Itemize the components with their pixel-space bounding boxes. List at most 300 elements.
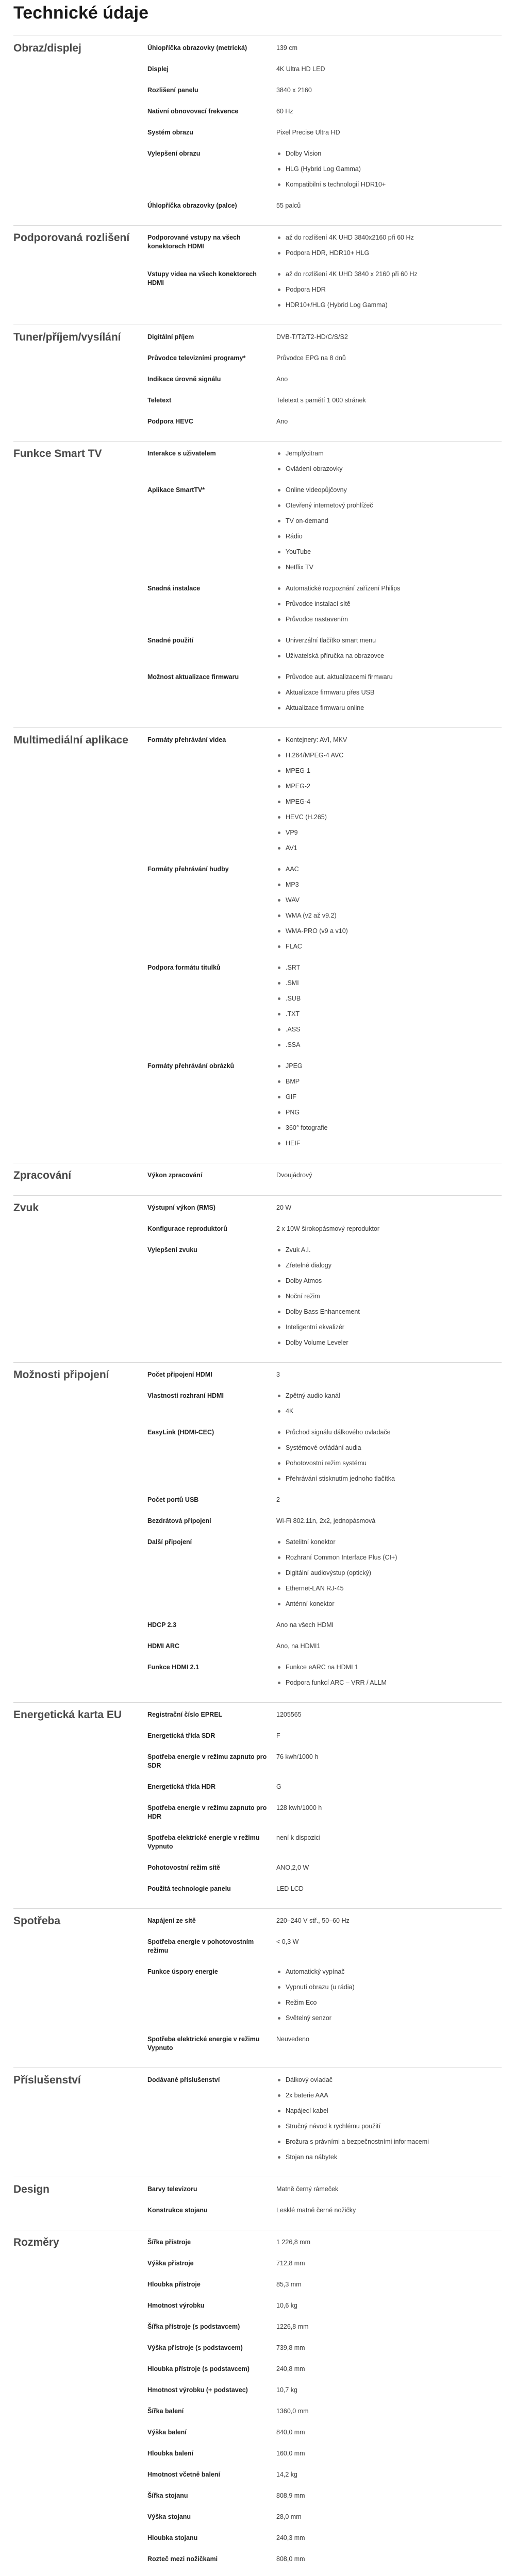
spec-value-list	[276, 1246, 502, 1347]
spec-value	[276, 1171, 502, 1180]
spec-list-item-text: HDR10+/HLG (Hybrid Log Gamma)	[286, 301, 388, 309]
spec-value	[276, 449, 502, 473]
spec-row	[147, 2485, 502, 2506]
spec-list-item-text: HLG (Hybrid Log Gamma)	[286, 165, 361, 173]
spec-value-text: 808,0 mm	[276, 2555, 305, 2563]
spec-table	[147, 729, 502, 1154]
spec-row	[147, 58, 502, 79]
spec-value	[276, 2555, 502, 2564]
bullet-icon	[278, 468, 280, 470]
spec-value	[276, 673, 502, 713]
spec-list-item	[276, 285, 502, 301]
spec-list-item-text: Rádio	[286, 533, 303, 540]
spec-value-text: 712,8 mm	[276, 2260, 305, 2267]
spec-row	[147, 1857, 502, 1878]
spec-label: Napájení ze sítě	[147, 1917, 196, 1924]
spec-value	[276, 2407, 502, 2416]
spec-row	[147, 2316, 502, 2337]
section-title: Rozměry	[13, 2236, 59, 2248]
spec-list-item	[276, 1459, 502, 1475]
spec-value-text: 840,0 mm	[276, 2429, 305, 2436]
spec-list-item	[276, 688, 502, 704]
spec-row	[147, 1827, 502, 1857]
spec-label: Výška přístroje (s podstavcem)	[147, 2344, 243, 2351]
spec-label: Výstupní výkon (RMS)	[147, 1204, 215, 1211]
spec-label: Výkon zpracování	[147, 1172, 203, 1179]
spec-list-item	[276, 563, 502, 572]
spec-row	[147, 1656, 502, 1693]
spec-table	[147, 1910, 502, 2058]
spec-value-text: Průvodce EPG na 8 dnů	[276, 354, 346, 362]
spec-value-list	[276, 233, 502, 258]
bullet-icon	[278, 2002, 280, 2004]
bullet-icon	[278, 304, 280, 307]
spec-row	[147, 143, 502, 195]
spec-label: Hmotnost včetně balení	[147, 2471, 220, 2478]
spec-list-item-text: WMA-PRO (v9 a v10)	[286, 927, 348, 935]
spec-list-item-text: Systémové ovládání audia	[286, 1444, 361, 1451]
spec-list-item-text: AAC	[286, 866, 299, 873]
spec-value	[276, 1392, 502, 1416]
spec-table	[147, 443, 502, 718]
spec-list-item-text: Anténní konektor	[286, 1600, 335, 1607]
spec-label: Hloubka přístroje	[147, 2281, 201, 2288]
spec-value	[276, 44, 502, 53]
bullet-icon	[278, 1462, 280, 1465]
spec-list-item-text: MP3	[286, 881, 299, 888]
spec-list-item	[276, 652, 502, 660]
spec-section	[13, 1362, 502, 1702]
spec-value-text: 240,3 mm	[276, 2534, 305, 2541]
bullet-icon	[278, 785, 280, 788]
spec-row	[147, 2028, 502, 2058]
spec-table	[147, 2069, 502, 2167]
spec-value	[276, 2238, 502, 2247]
spec-table	[147, 1197, 502, 1353]
spec-value-list	[276, 149, 502, 189]
spec-list-item	[276, 994, 502, 1010]
spec-label: Energetická třída HDR	[147, 1783, 215, 1790]
bullet-icon	[278, 2079, 280, 2081]
spec-value-list	[276, 865, 502, 951]
spec-list-item	[276, 2091, 502, 2107]
spec-row	[147, 1239, 502, 1353]
spec-value-text: 76 kwh/1000 h	[276, 1753, 319, 1760]
spec-value	[276, 375, 502, 384]
spec-value	[276, 333, 502, 342]
spec-row	[147, 263, 502, 315]
spec-list-item	[276, 1277, 502, 1292]
spec-list-item	[276, 1475, 502, 1483]
spec-list-item	[276, 1292, 502, 1308]
spec-value-list	[276, 2076, 502, 2162]
spec-value	[276, 1370, 502, 1379]
bullet-icon	[278, 273, 280, 276]
spec-value-text: Teletext s pamětí 1 000 stránek	[276, 397, 366, 404]
spec-value-text: 3	[276, 1371, 280, 1378]
spec-row	[147, 1797, 502, 1827]
spec-row	[147, 326, 502, 347]
section-title: Multimediální aplikace	[13, 734, 128, 746]
spec-list-item-text: Aktualizace firmwaru online	[286, 704, 364, 711]
spec-row	[147, 2443, 502, 2464]
spec-list-item	[276, 1108, 502, 1124]
spec-row	[147, 227, 502, 263]
spec-list-item	[276, 1010, 502, 1025]
bullet-icon	[278, 2017, 280, 2020]
spec-list-item	[276, 963, 502, 979]
spec-value-text: 10,6 kg	[276, 2302, 298, 2309]
spec-list-item	[276, 548, 502, 563]
spec-row	[147, 666, 502, 718]
spec-value-text: F	[276, 1732, 280, 1739]
spec-list-item-text: .SUB	[286, 995, 301, 1002]
spec-value	[276, 2344, 502, 2352]
spec-table	[147, 227, 502, 315]
spec-value	[276, 2449, 502, 2458]
spec-list-item-text: Podpora HDR	[286, 286, 326, 293]
spec-list-item	[276, 1538, 502, 1553]
spec-list-item	[276, 828, 502, 844]
spec-list-item	[276, 1663, 502, 1679]
spec-list-item	[276, 486, 502, 501]
spec-value	[276, 963, 502, 1049]
spec-value-text: Matně černý rámeček	[276, 2185, 339, 2193]
spec-row	[147, 122, 502, 143]
bullet-icon	[278, 739, 280, 741]
spec-list-item-text: Režim Eco	[286, 1999, 317, 2006]
spec-list-item	[276, 2107, 502, 2122]
spec-row	[147, 1531, 502, 1614]
section-title: Podporovaná rozlišení	[13, 232, 130, 244]
spec-sections	[13, 36, 502, 2576]
spec-label: Barvy televizoru	[147, 2185, 197, 2193]
spec-value	[276, 1938, 502, 1955]
spec-table	[147, 2231, 502, 2576]
spec-label: Spotřeba elektrické energie v režimu Vypnuto	[147, 2036, 260, 2052]
spec-label: Šířka balení	[147, 2408, 184, 2415]
spec-list-item	[276, 149, 502, 165]
spec-value-text: Lesklé matně černé nožičky	[276, 2207, 356, 2214]
spec-row	[147, 2506, 502, 2527]
spec-value	[276, 1710, 502, 1719]
spec-row	[147, 2295, 502, 2316]
bullet-icon	[278, 868, 280, 871]
spec-value-text: 1 226,8 mm	[276, 2239, 311, 2246]
spec-list-item	[276, 1444, 502, 1459]
bullet-icon	[278, 1666, 280, 1669]
spec-list-item-text: YouTube	[286, 548, 311, 555]
spec-value	[276, 1642, 502, 1651]
spec-row	[147, 578, 502, 630]
bullet-icon	[278, 1986, 280, 1989]
bullet-icon	[278, 1556, 280, 1559]
bullet-icon	[278, 1028, 280, 1031]
spec-list-item	[276, 942, 502, 951]
spec-list-item-text: PNG	[286, 1109, 300, 1116]
spec-list-item-text: Průvodce instalací sítě	[286, 600, 351, 607]
spec-label: Spotřeba energie v režimu zapnuto pro SDR	[147, 1753, 267, 1769]
bullet-icon	[278, 1572, 280, 1574]
spec-value	[276, 1246, 502, 1347]
spec-value-text: Pixel Precise Ultra HD	[276, 129, 340, 136]
spec-list-item	[276, 798, 502, 813]
spec-list-item	[276, 896, 502, 911]
bullet-icon	[278, 1395, 280, 1397]
bullet-icon	[278, 847, 280, 850]
spec-list-item	[276, 1428, 502, 1444]
spec-list-item	[276, 532, 502, 548]
spec-list-item	[276, 1041, 502, 1049]
spec-value-list	[276, 584, 502, 624]
bullet-icon	[278, 1080, 280, 1083]
spec-label: Vylepšení zvuku	[147, 1246, 197, 1253]
spec-value-text: 1205565	[276, 1711, 302, 1718]
bullet-icon	[278, 587, 280, 590]
spec-list-item	[276, 180, 502, 189]
bullet-icon	[278, 566, 280, 569]
spec-value-text: 85,3 mm	[276, 2281, 302, 2288]
spec-row	[147, 2069, 502, 2167]
spec-list-item-text: Pohotovostní režim systému	[286, 1460, 367, 1467]
spec-value-list	[276, 486, 502, 572]
spec-row	[147, 2358, 502, 2379]
spec-label: Hloubka balení	[147, 2450, 193, 2457]
bullet-icon	[278, 930, 280, 933]
spec-value-text: 60 Hz	[276, 108, 293, 115]
spec-label: Snadné použití	[147, 637, 193, 644]
spec-list-item-text: AV1	[286, 844, 297, 852]
spec-list-item	[276, 736, 502, 751]
spec-list-item	[276, 501, 502, 517]
spec-list-item-text: .TXT	[286, 1010, 300, 1018]
spec-value	[276, 1732, 502, 1740]
spec-value	[276, 354, 502, 363]
bullet-icon	[278, 982, 280, 985]
bullet-icon	[278, 801, 280, 803]
spec-label: Šířka přístroje (s podstavcem)	[147, 2323, 240, 2330]
spec-value	[276, 149, 502, 189]
spec-value	[276, 2301, 502, 2310]
spec-row	[147, 858, 502, 957]
bullet-icon	[278, 1682, 280, 1684]
spec-value	[276, 2365, 502, 2374]
spec-value	[276, 201, 502, 210]
spec-list-item-text: 4K	[286, 1408, 294, 1415]
spec-row	[147, 1164, 502, 1185]
bullet-icon	[278, 1478, 280, 1480]
bullet-icon	[278, 1013, 280, 1015]
spec-list-item	[276, 2014, 502, 2023]
spec-list-item	[276, 233, 502, 249]
spec-row	[147, 957, 502, 1055]
bullet-icon	[278, 639, 280, 642]
spec-label: Šířka stojanu	[147, 2492, 188, 2499]
spec-row	[147, 1725, 502, 1746]
spec-row	[147, 630, 502, 666]
spec-row	[147, 2527, 502, 2548]
spec-label: Formáty přehrávání hudby	[147, 866, 229, 873]
spec-list-item-text: Rozhraní Common Interface Plus (CI+)	[286, 1554, 397, 1561]
spec-list-item-text: Stručný návod k rychlému použití	[286, 2123, 381, 2130]
spec-row	[147, 1776, 502, 1797]
spec-label: HDMI ARC	[147, 1642, 180, 1650]
bullet-icon	[278, 707, 280, 709]
spec-row	[147, 2274, 502, 2295]
spec-value-text: 808,9 mm	[276, 2492, 305, 2499]
spec-value	[276, 1621, 502, 1630]
spec-value-text: 28,0 mm	[276, 2513, 302, 2520]
spec-label: Počet připojení HDMI	[147, 1371, 212, 1378]
spec-list-item	[276, 979, 502, 994]
spec-row	[147, 1910, 502, 1931]
spec-list-item-text: Podpora HDR, HDR10+ HLG	[286, 249, 370, 257]
spec-list-item-text: Světelný senzor	[286, 2014, 331, 2022]
spec-value	[276, 86, 502, 95]
spec-list-item	[276, 911, 502, 927]
spec-value-list	[276, 1968, 502, 2023]
spec-row	[147, 2400, 502, 2421]
section-title: Zvuk	[13, 1202, 39, 1214]
spec-list-item-text: TV on-demand	[286, 517, 328, 524]
spec-label: Počet portů USB	[147, 1496, 199, 1503]
spec-value-text: 220–240 V stř., 50–60 Hz	[276, 1917, 350, 1924]
spec-value	[276, 65, 502, 74]
spec-row	[147, 1385, 502, 1421]
spec-label: Aplikace SmartTV*	[147, 486, 205, 494]
bullet-icon	[278, 754, 280, 757]
spec-value-text: Dvoujádrový	[276, 1172, 312, 1179]
spec-label: Konfigurace reproduktorů	[147, 1225, 227, 1232]
spec-value-text: 139 cm	[276, 44, 297, 52]
bullet-icon	[278, 1044, 280, 1046]
spec-value	[276, 1663, 502, 1687]
spec-value	[276, 736, 502, 853]
spec-table	[147, 1704, 502, 1899]
spec-label: Digitální příjem	[147, 333, 194, 341]
spec-list-item-text: Podpora funkcí ARC – VRR / ALLM	[286, 1679, 387, 1686]
spec-row	[147, 79, 502, 100]
spec-label: Bezdrátová připojení	[147, 1517, 211, 1524]
spec-value	[276, 584, 502, 624]
spec-list-item-text: Kontejnery: AVI, MKV	[286, 736, 347, 743]
spec-row	[147, 1704, 502, 1725]
spec-list-item	[276, 600, 502, 615]
spec-list-item	[276, 1584, 502, 1600]
spec-list-item	[276, 165, 502, 180]
spec-value	[276, 1917, 502, 1925]
spec-list-item-text: .SMI	[286, 979, 299, 987]
spec-value-list	[276, 1392, 502, 1416]
spec-value	[276, 2470, 502, 2479]
spec-value	[276, 128, 502, 137]
spec-label: Výška balení	[147, 2429, 187, 2436]
spec-value	[276, 1885, 502, 1893]
bullet-icon	[278, 504, 280, 507]
bullet-icon	[278, 1111, 280, 1114]
bullet-icon	[278, 603, 280, 605]
section-title: Tuner/příjem/vysílání	[13, 331, 121, 343]
spec-list-item	[276, 2076, 502, 2091]
spec-list-item-text: MPEG-1	[286, 767, 310, 774]
spec-list-item	[276, 751, 502, 767]
spec-list-item-text: Ethernet-LAN RJ-45	[286, 1585, 344, 1592]
spec-list-item-text: Digitální audiovýstup (optický)	[286, 1569, 372, 1577]
spec-value	[276, 2206, 502, 2215]
spec-list-item	[276, 2153, 502, 2162]
spec-value-text: Neuvedeno	[276, 2036, 309, 2043]
spec-value-text: 2 x 10W širokopásmový reproduktor	[276, 1225, 380, 1232]
spec-label: Indikace úrovně signálu	[147, 376, 221, 383]
bullet-icon	[278, 535, 280, 538]
spec-row	[147, 411, 502, 432]
spec-list-item	[276, 2122, 502, 2138]
spec-value	[276, 2534, 502, 2543]
spec-value	[276, 636, 502, 660]
spec-list-item-text: Vypnutí obrazu (u rádia)	[286, 1984, 355, 1991]
spec-section	[13, 36, 502, 225]
spec-list-item	[276, 1983, 502, 1998]
spec-list-item-text: Napájecí kabel	[286, 2107, 328, 2114]
spec-value-text: Ano na všech HDMI	[276, 1621, 334, 1629]
spec-list-item-text: až do rozlišení 4K UHD 3840x2160 při 60 Hz	[286, 234, 414, 241]
spec-list-item	[276, 880, 502, 896]
spec-section	[13, 2177, 502, 2230]
bullet-icon	[278, 832, 280, 834]
spec-value-text: ANO,2,0 W	[276, 1864, 309, 1871]
spec-list-item	[276, 1553, 502, 1569]
spec-list-item-text: 2x baterie AAA	[286, 2092, 328, 2099]
spec-value-text: 128 kwh/1000 h	[276, 1804, 322, 1811]
spec-list-item-text: Stojan na nábytek	[286, 2154, 338, 2161]
spec-list-item	[276, 1600, 502, 1608]
spec-list-item-text: MPEG-2	[286, 783, 310, 790]
spec-list-item	[276, 2138, 502, 2153]
spec-list-item-text: až do rozlišení 4K UHD 3840 x 2160 při 60 Hz	[286, 270, 418, 278]
spec-list-item-text: Funkce eARC na HDMI 1	[286, 1664, 359, 1671]
spec-list-item	[276, 1998, 502, 2014]
bullet-icon	[278, 289, 280, 291]
spec-list-item	[276, 1392, 502, 1407]
bullet-icon	[278, 183, 280, 186]
spec-label: Úhlopříčka obrazovky (metrická)	[147, 44, 247, 52]
bullet-icon	[278, 1249, 280, 1251]
spec-list-item-text: Online videopůjčovny	[286, 486, 347, 494]
bullet-icon	[278, 1447, 280, 1449]
page-title: Technické údaje	[13, 3, 149, 23]
bullet-icon	[278, 152, 280, 155]
spec-list-item	[276, 1124, 502, 1139]
spec-section	[13, 1702, 502, 1908]
spec-list-item	[276, 615, 502, 624]
spec-list-item-text: Brožura s právními a bezpečnostními informacemi	[286, 2138, 429, 2145]
spec-list-item	[276, 1093, 502, 1108]
spec-list-item-text: H.264/MPEG-4 AVC	[286, 752, 344, 759]
spec-value-list	[276, 1428, 502, 1483]
spec-label: Podporované vstupy na všech konektorech HDMI	[147, 234, 241, 250]
bullet-icon	[278, 997, 280, 1000]
spec-label: Použitá technologie panelu	[147, 1885, 231, 1892]
spec-row	[147, 389, 502, 411]
spec-section	[13, 325, 502, 441]
spec-list-item	[276, 673, 502, 688]
spec-list-item-text: HEVC (H.265)	[286, 814, 327, 821]
bullet-icon	[278, 489, 280, 492]
spec-row	[147, 195, 502, 216]
bullet-icon	[278, 1295, 280, 1298]
spec-row	[147, 1218, 502, 1239]
spec-label: Šířka přístroje	[147, 2239, 191, 2246]
